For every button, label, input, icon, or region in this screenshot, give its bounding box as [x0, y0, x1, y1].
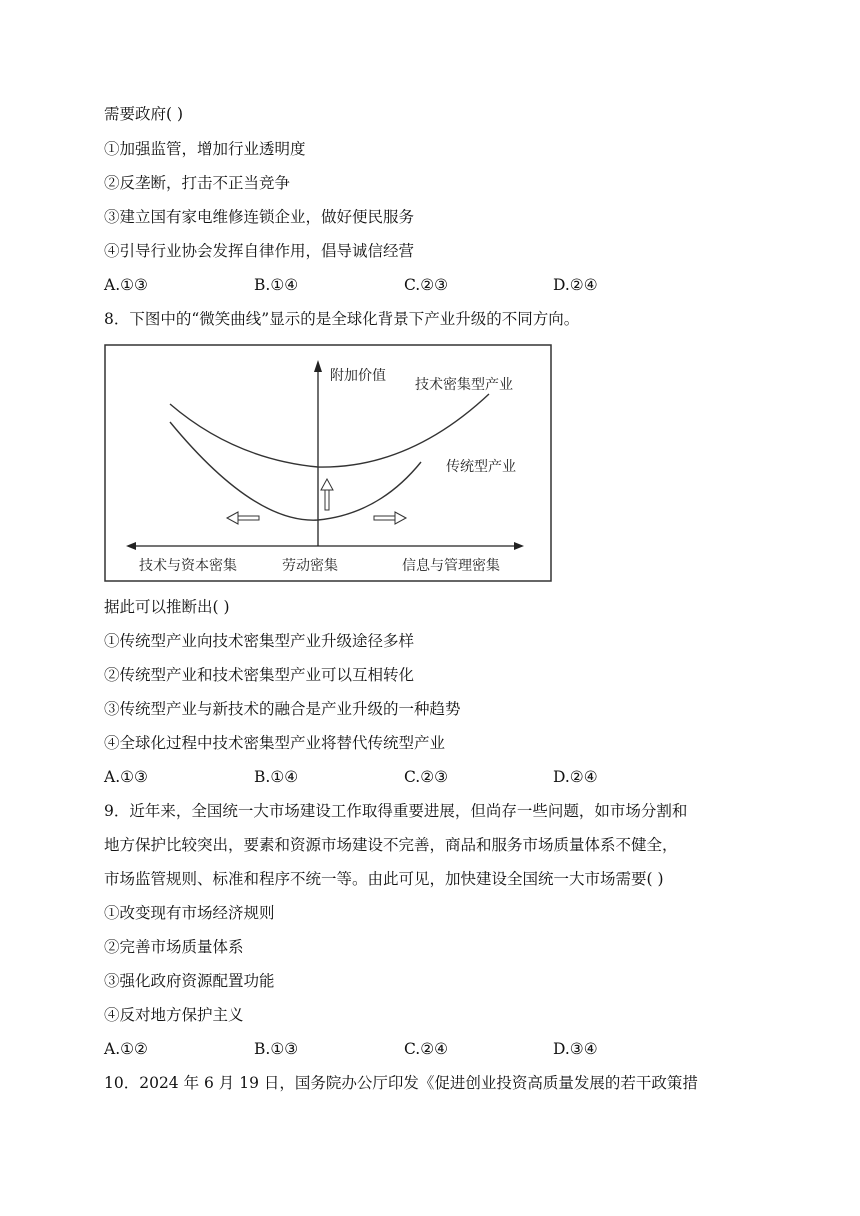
x-mid-label: 劳动密集	[282, 558, 338, 574]
q8-item-2: ②传统型产业和技术密集型产业可以互相转化	[104, 666, 415, 684]
q7-option-d[interactable]: D.②④	[553, 276, 598, 294]
q7-item-4: ④引导行业协会发挥自律作用，倡导诚信经营	[104, 242, 415, 260]
q8-option-d[interactable]: D.②④	[553, 768, 598, 786]
q7-item-3: ③建立国有家电维修连锁企业，做好便民服务	[104, 208, 415, 226]
q10-stem: 10．2024 年 6 月 19 日，国务院办公厅印发《促进创业投资高质量发展的若干政策措	[104, 1074, 698, 1092]
q7-option-b[interactable]: B.①④	[254, 276, 299, 294]
q7-stem-end: 需要政府( )	[104, 105, 184, 123]
q8-item-1: ①传统型产业向技术密集型产业升级途径多样	[104, 632, 415, 650]
x-right-label: 信息与管理密集	[402, 558, 500, 574]
q9-options	[104, 1039, 704, 1059]
q8-stem: 8．下图中的“微笑曲线”显示的是全球化背景下产业升级的不同方向。	[104, 310, 580, 328]
smile-curve-svg	[104, 344, 552, 582]
q9-item-4: ④反对地方保护主义	[104, 1006, 244, 1024]
q9-option-c[interactable]: C.②④	[404, 1040, 449, 1058]
q9-stem-line-2: 地方保护比较突出，要素和资源市场建设不完善，商品和服务市场质量体系不健全，	[104, 836, 678, 854]
q8-option-b[interactable]: B.①④	[254, 768, 299, 786]
q8-options	[104, 767, 704, 787]
q9-item-3: ③强化政府资源配置功能	[104, 972, 275, 990]
q7-item-1: ①加强监管，增加行业透明度	[104, 140, 306, 158]
q9-option-d[interactable]: D.③④	[553, 1040, 598, 1058]
q8-item-3: ③传统型产业与新技术的融合是产业升级的一种趋势	[104, 700, 461, 718]
q9-item-1: ①改变现有市场经济规则	[104, 904, 275, 922]
y-axis-label: 附加价值	[330, 368, 386, 384]
q7-option-c[interactable]: C.②③	[404, 276, 449, 294]
q8-item-4: ④全球化过程中技术密集型产业将替代传统型产业	[104, 734, 446, 752]
q7-item-2: ②反垄断，打击不正当竞争	[104, 174, 291, 192]
q8-option-a[interactable]: A.①③	[104, 768, 148, 786]
q8-option-c[interactable]: C.②③	[404, 768, 449, 786]
q9-item-2: ②完善市场质量体系	[104, 938, 244, 956]
q7-option-a[interactable]: A.①③	[104, 276, 148, 294]
x-left-label: 技术与资本密集	[139, 558, 237, 574]
q9-stem-line-1: 9．近年来，全国统一大市场建设工作取得重要进展，但尚存一些问题，如市场分割和	[104, 802, 688, 820]
q9-option-a[interactable]: A.①②	[104, 1040, 148, 1058]
q8-prompt: 据此可以推断出( )	[104, 598, 230, 616]
q7-options	[104, 275, 704, 295]
lower-curve-label: 传统型产业	[446, 459, 516, 475]
q9-stem-line-3: 市场监管规则、标准和程序不统一等。由此可见，加快建设全国统一大市场需要( )	[104, 870, 664, 888]
q9-option-b[interactable]: B.①③	[254, 1040, 299, 1058]
upper-curve-label: 技术密集型产业	[415, 377, 513, 393]
smile-curve-figure	[104, 344, 552, 582]
